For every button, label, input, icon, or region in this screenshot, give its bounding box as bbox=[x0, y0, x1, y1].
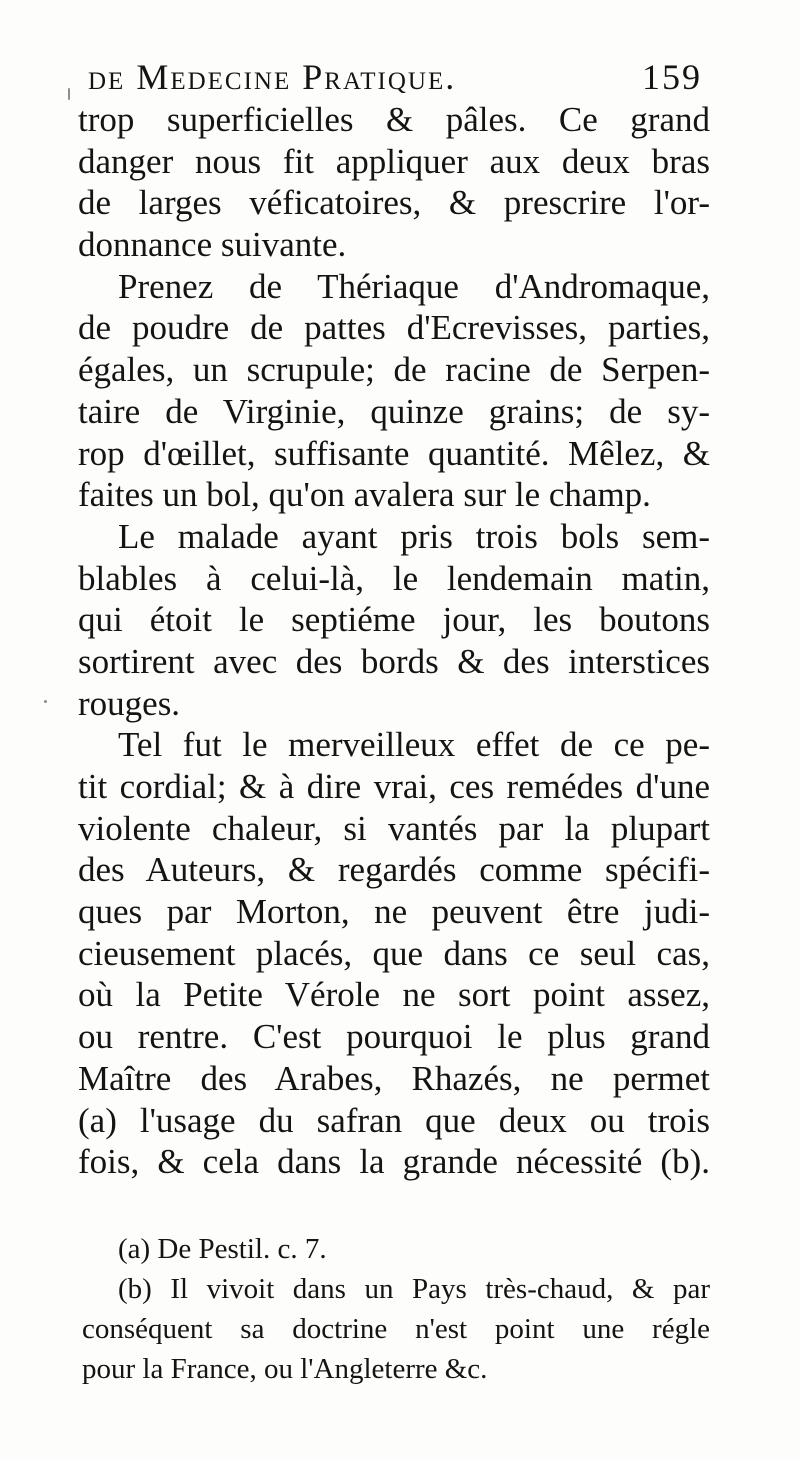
footnotes bbox=[82, 1229, 710, 1389]
text-line: tit cordial; & à dire vrai, ces remédes d'une bbox=[78, 767, 710, 806]
text-line: faites un bol, qu'on avalera sur le champ. bbox=[78, 475, 651, 515]
running-head: de Medecine Pratique. bbox=[88, 57, 457, 97]
text-line: sortirent avec des bords & des interstices bbox=[78, 641, 710, 681]
footnote-line: pour la France, ou l'Angleterre &c. bbox=[82, 1353, 488, 1385]
text-line: des Auteurs, & regardés comme spécifi- bbox=[78, 850, 710, 890]
text-line: Maître des Arabes, Rhazés, ne permet bbox=[78, 1058, 710, 1098]
footnote-line: (b) Il vivoit dans un Pays très-chaud, & par bbox=[118, 1273, 710, 1305]
text-line: cieusement placés, que dans ce seul cas, bbox=[78, 933, 710, 973]
text-line: où la Petite Vérole ne sort point assez, bbox=[78, 975, 710, 1015]
body-text bbox=[78, 99, 710, 1183]
text-line: de poudre de pattes d'Ecrevisses, parties, bbox=[78, 308, 710, 348]
ink-speck bbox=[68, 88, 70, 100]
footnote-line: conséquent sa doctrine n'est point une régle bbox=[82, 1313, 710, 1345]
footnote-line: (a) De Pestil. c. 7. bbox=[118, 1233, 327, 1265]
text-line: trop superficielles & pâles. Ce grand bbox=[78, 100, 710, 139]
text-line: taire de Virginie, quinze grains; de sy- bbox=[78, 391, 710, 431]
text-line: violente chaleur, si vantés par la plupart bbox=[78, 808, 710, 848]
text-line: ou rentre. C'est pourquoi le plus grand bbox=[78, 1017, 710, 1057]
text-line: rop d'œillet, suffisante quantité. Mêlez, & bbox=[78, 433, 710, 473]
page-number: 159 bbox=[642, 57, 702, 97]
text-line: Prenez de Thériaque d'Andromaque, bbox=[118, 266, 710, 306]
text-line: (a) l'usage du safran que deux ou trois bbox=[78, 1100, 710, 1140]
text-line: blables à celui-là, le lendemain matin, bbox=[78, 558, 710, 598]
text-line: Tel fut le merveilleux effet de ce pe- bbox=[118, 725, 710, 765]
text-line: ques par Morton, ne peuvent être judi- bbox=[78, 892, 710, 932]
text-line: Le malade ayant pris trois bols sem- bbox=[118, 516, 710, 556]
text-line: égales, un scrupule; de racine de Serpen- bbox=[78, 350, 710, 390]
text-line: rouges. bbox=[78, 683, 181, 723]
text-line: qui étoit le septiéme jour, les boutons bbox=[78, 600, 710, 640]
text-line: fois, & cela dans la grande nécessité (b). bbox=[78, 1142, 710, 1182]
page-header bbox=[88, 56, 708, 98]
ink-speck bbox=[44, 700, 47, 703]
text-line: donnance suivante. bbox=[78, 225, 347, 265]
text-line: de larges véficatoires, & prescrire l'or- bbox=[78, 183, 710, 223]
text-line: danger nous fit appliquer aux deux bras bbox=[78, 141, 710, 181]
